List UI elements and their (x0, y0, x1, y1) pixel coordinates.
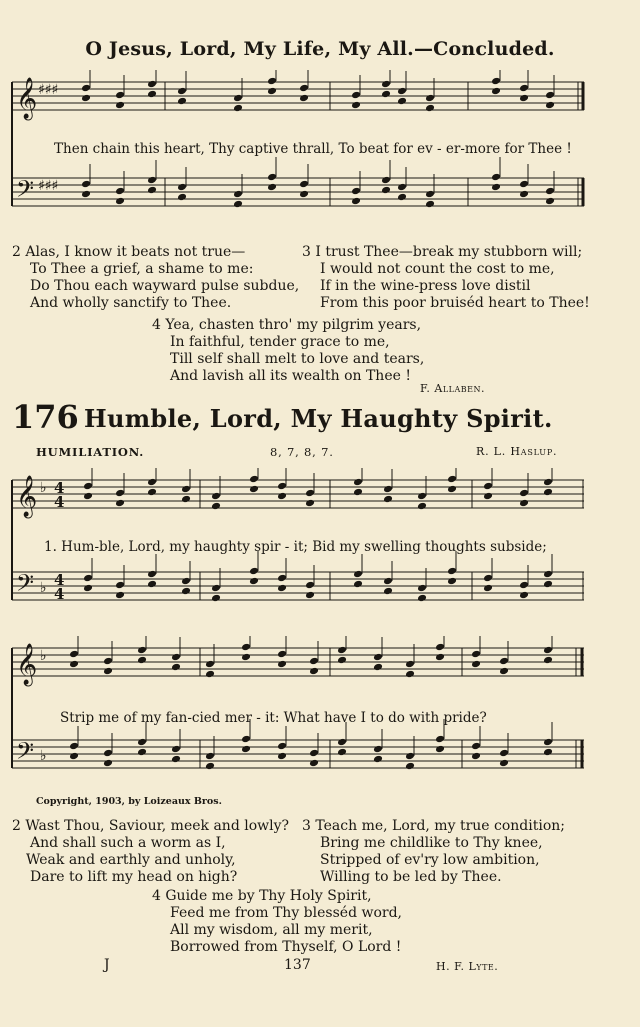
notehead (447, 475, 457, 484)
notehead (171, 755, 181, 764)
notehead (491, 183, 501, 192)
notehead (519, 499, 529, 508)
meter: 8, 7, 8, 7. (270, 445, 334, 459)
notehead (147, 478, 157, 487)
notehead (417, 594, 427, 603)
notehead (299, 84, 309, 93)
notehead (337, 748, 347, 757)
notehead (137, 646, 147, 655)
notehead (81, 94, 91, 103)
notehead (519, 489, 529, 498)
composer: R. L. Haslup. (476, 445, 558, 458)
notehead (177, 97, 187, 106)
lyric-line-2-hymn176: Strip me of my fan-cied mer - it: What have I to do with pride? (60, 710, 487, 726)
notehead (351, 91, 361, 100)
notehead (305, 489, 315, 498)
verse-4-hymn176: 4 Guide me by Thy Holy Spirit, Feed me from Thy blesséd word, All my wisdom, all my merit, Borrowed from Thyself, O Lord ! (152, 888, 402, 955)
notehead (491, 77, 501, 86)
notehead (405, 762, 415, 771)
svg-text:𝄞: 𝄞 (16, 476, 38, 517)
notehead (383, 495, 393, 504)
notehead (483, 574, 493, 583)
notehead (241, 643, 251, 652)
svg-text:♭: ♭ (40, 580, 47, 596)
notehead (69, 650, 79, 659)
notehead (205, 660, 215, 669)
notehead (381, 176, 391, 185)
notehead (147, 80, 157, 89)
notehead (241, 745, 251, 754)
notehead (499, 667, 509, 676)
notehead (425, 190, 435, 199)
notehead (373, 755, 383, 764)
notehead (115, 91, 125, 100)
notehead (211, 502, 221, 511)
notehead (277, 584, 287, 593)
notehead (483, 492, 493, 501)
treble-staff (12, 82, 584, 110)
notehead (425, 94, 435, 103)
notehead (181, 577, 191, 586)
notehead (205, 762, 215, 771)
notehead (233, 200, 243, 209)
notehead (177, 193, 187, 202)
notehead (277, 482, 287, 491)
notehead (115, 499, 125, 508)
notehead (305, 499, 315, 508)
notehead (353, 570, 363, 579)
notehead (241, 653, 251, 662)
notehead (435, 735, 445, 744)
notehead (233, 190, 243, 199)
notehead (115, 187, 125, 196)
notehead (353, 488, 363, 497)
svg-text:𝄢: 𝄢 (16, 569, 35, 602)
notehead (147, 488, 157, 497)
notehead (267, 183, 277, 192)
svg-text:4: 4 (54, 493, 65, 511)
notehead (267, 173, 277, 182)
notehead (267, 77, 277, 86)
notehead (545, 91, 555, 100)
svg-text:♭: ♭ (40, 648, 47, 664)
lyric-line-1-hymn176: 1. Hum-ble, Lord, my haughty spir - it; Bid my swelling thoughts subside; (44, 539, 547, 555)
hymn-number: 176 (12, 398, 79, 436)
notehead (137, 738, 147, 747)
notehead (83, 492, 93, 501)
notehead (543, 580, 553, 589)
notehead (383, 485, 393, 494)
notehead (383, 577, 393, 586)
notehead (373, 745, 383, 754)
svg-text:𝄢: 𝄢 (16, 737, 35, 770)
notehead (543, 478, 553, 487)
svg-text:4: 4 (54, 479, 65, 497)
notehead (425, 104, 435, 113)
notehead (299, 180, 309, 189)
notehead (103, 667, 113, 676)
notehead (397, 193, 407, 202)
notehead (277, 660, 287, 669)
notehead (337, 738, 347, 747)
bass-staff (12, 178, 584, 206)
notehead (147, 90, 157, 99)
notehead (471, 650, 481, 659)
verse-3-hymn176: 3 Teach me, Lord, my true condition; Bring me childlike to Thy knee, Stripped of ev'ry low ambition, Willing to be led by Thee. (302, 818, 566, 885)
notehead (147, 580, 157, 589)
notehead (267, 87, 277, 96)
notehead (471, 660, 481, 669)
notehead (519, 591, 529, 600)
notehead (83, 482, 93, 491)
notehead (277, 650, 287, 659)
notehead (115, 581, 125, 590)
notehead (309, 759, 319, 768)
notehead (177, 87, 187, 96)
notehead (471, 752, 481, 761)
notehead (115, 197, 125, 206)
notehead (171, 663, 181, 672)
notehead (351, 101, 361, 110)
notehead (543, 748, 553, 757)
notehead (353, 478, 363, 487)
notehead (69, 660, 79, 669)
notehead (353, 580, 363, 589)
notehead (519, 180, 529, 189)
notehead (69, 752, 79, 761)
svg-text:𝄞: 𝄞 (16, 78, 38, 119)
verse-2-hymn176: 2 Wast Thou, Saviour, meek and lowly? And shall such a worm as I, Weak and earthly and unholy, Dare to lift my head on high? (12, 818, 290, 885)
page-heading: O Jesus, Lord, My Life, My All.—Concluded. (85, 38, 555, 60)
notehead (181, 495, 191, 504)
notehead (81, 84, 91, 93)
notehead (405, 670, 415, 679)
lyric-line-hymn175: Then chain this heart, Thy captive thrall, To beat for ev - er-more for Thee ! (54, 141, 572, 157)
notehead (171, 745, 181, 754)
svg-text:4: 4 (54, 585, 65, 603)
verse-2-hymn175: 2 Alas, I know it beats not true— To Thee a grief, a shame to me: Do Thou each wayward pulse subdue, And wholly sanctify to Thee. (12, 244, 300, 311)
notehead (205, 752, 215, 761)
notehead (381, 80, 391, 89)
notehead (405, 660, 415, 669)
author-hymn176: H. F. Lyte. (436, 960, 499, 973)
notehead (83, 584, 93, 593)
notehead (233, 94, 243, 103)
notehead (417, 502, 427, 511)
notehead (351, 187, 361, 196)
notehead (435, 643, 445, 652)
notehead (299, 94, 309, 103)
notehead (435, 653, 445, 662)
notehead (499, 657, 509, 666)
notehead (81, 190, 91, 199)
notehead (115, 489, 125, 498)
notehead (69, 742, 79, 751)
svg-text:♯♯♯: ♯♯♯ (38, 82, 59, 98)
notehead (397, 87, 407, 96)
notehead (299, 190, 309, 199)
notehead (211, 584, 221, 593)
notehead (337, 646, 347, 655)
notehead (277, 752, 287, 761)
notehead (83, 574, 93, 583)
notehead (137, 656, 147, 665)
notehead (103, 749, 113, 758)
notehead (205, 670, 215, 679)
notehead (519, 581, 529, 590)
notehead (425, 200, 435, 209)
notehead (305, 581, 315, 590)
notehead (397, 97, 407, 106)
notehead (181, 485, 191, 494)
notehead (177, 183, 187, 192)
notehead (417, 584, 427, 593)
notehead (519, 190, 529, 199)
notehead (305, 591, 315, 600)
notehead (417, 492, 427, 501)
notehead (211, 492, 221, 501)
notehead (543, 656, 553, 665)
notehead (115, 101, 125, 110)
notehead (519, 84, 529, 93)
notehead (81, 180, 91, 189)
notehead (381, 186, 391, 195)
notehead (519, 94, 529, 103)
notehead (309, 657, 319, 666)
notehead (483, 482, 493, 491)
verse-4-hymn175: 4 Yea, chasten thro' my pilgrim years, In faithful, tender grace to me, Till self shall melt to love and tears, And lavish all its wealth on Thee ! (152, 317, 425, 384)
notehead (543, 646, 553, 655)
notehead (137, 748, 147, 757)
notehead (249, 577, 259, 586)
svg-text:𝄢: 𝄢 (16, 175, 35, 208)
notehead (181, 587, 191, 596)
notehead (381, 90, 391, 99)
notehead (211, 594, 221, 603)
notehead (491, 87, 501, 96)
notehead (277, 742, 287, 751)
notehead (405, 752, 415, 761)
notehead (241, 735, 251, 744)
notehead (447, 577, 457, 586)
notehead (543, 488, 553, 497)
svg-text:♯♯♯: ♯♯♯ (38, 178, 59, 194)
notehead (447, 567, 457, 576)
svg-text:♭: ♭ (40, 748, 47, 764)
author-hymn175: F. Allaben. (420, 382, 485, 395)
notehead (103, 657, 113, 666)
verse-3-hymn175: 3 I trust Thee—break my stubborn will; I would not count the cost to me, If in the wine-press love distil From this poor bruiséd heart to Thee! (302, 244, 590, 311)
notehead (447, 485, 457, 494)
notehead (147, 176, 157, 185)
notehead (397, 183, 407, 192)
notehead (147, 186, 157, 195)
notehead (545, 197, 555, 206)
notehead (351, 197, 361, 206)
notehead (545, 101, 555, 110)
notehead (337, 656, 347, 665)
notehead (277, 492, 287, 501)
notehead (309, 667, 319, 676)
printer-signature: J (104, 957, 110, 973)
notehead (435, 745, 445, 754)
notehead (383, 587, 393, 596)
notehead (373, 663, 383, 672)
notehead (491, 173, 501, 182)
notehead (115, 591, 125, 600)
hymn-title: Humble, Lord, My Haughty Spirit. (84, 404, 553, 433)
notehead (499, 759, 509, 768)
notehead (103, 759, 113, 768)
notehead (471, 742, 481, 751)
svg-text:4: 4 (54, 571, 65, 589)
notehead (147, 570, 157, 579)
notehead (277, 574, 287, 583)
notehead (545, 187, 555, 196)
notehead (309, 749, 319, 758)
notehead (499, 749, 509, 758)
notehead (171, 653, 181, 662)
notehead (233, 104, 243, 113)
copyright-notice: Copyright, 1903, by Loizeaux Bros. (36, 796, 222, 807)
notehead (373, 653, 383, 662)
tune-name: HUMILIATION. (36, 445, 145, 459)
notehead (543, 738, 553, 747)
notehead (543, 570, 553, 579)
svg-text:♭: ♭ (40, 480, 47, 496)
notehead (249, 567, 259, 576)
notehead (483, 584, 493, 593)
page-number: 137 (284, 957, 311, 973)
notehead (249, 475, 259, 484)
notehead (249, 485, 259, 494)
svg-text:𝄞: 𝄞 (16, 644, 38, 685)
